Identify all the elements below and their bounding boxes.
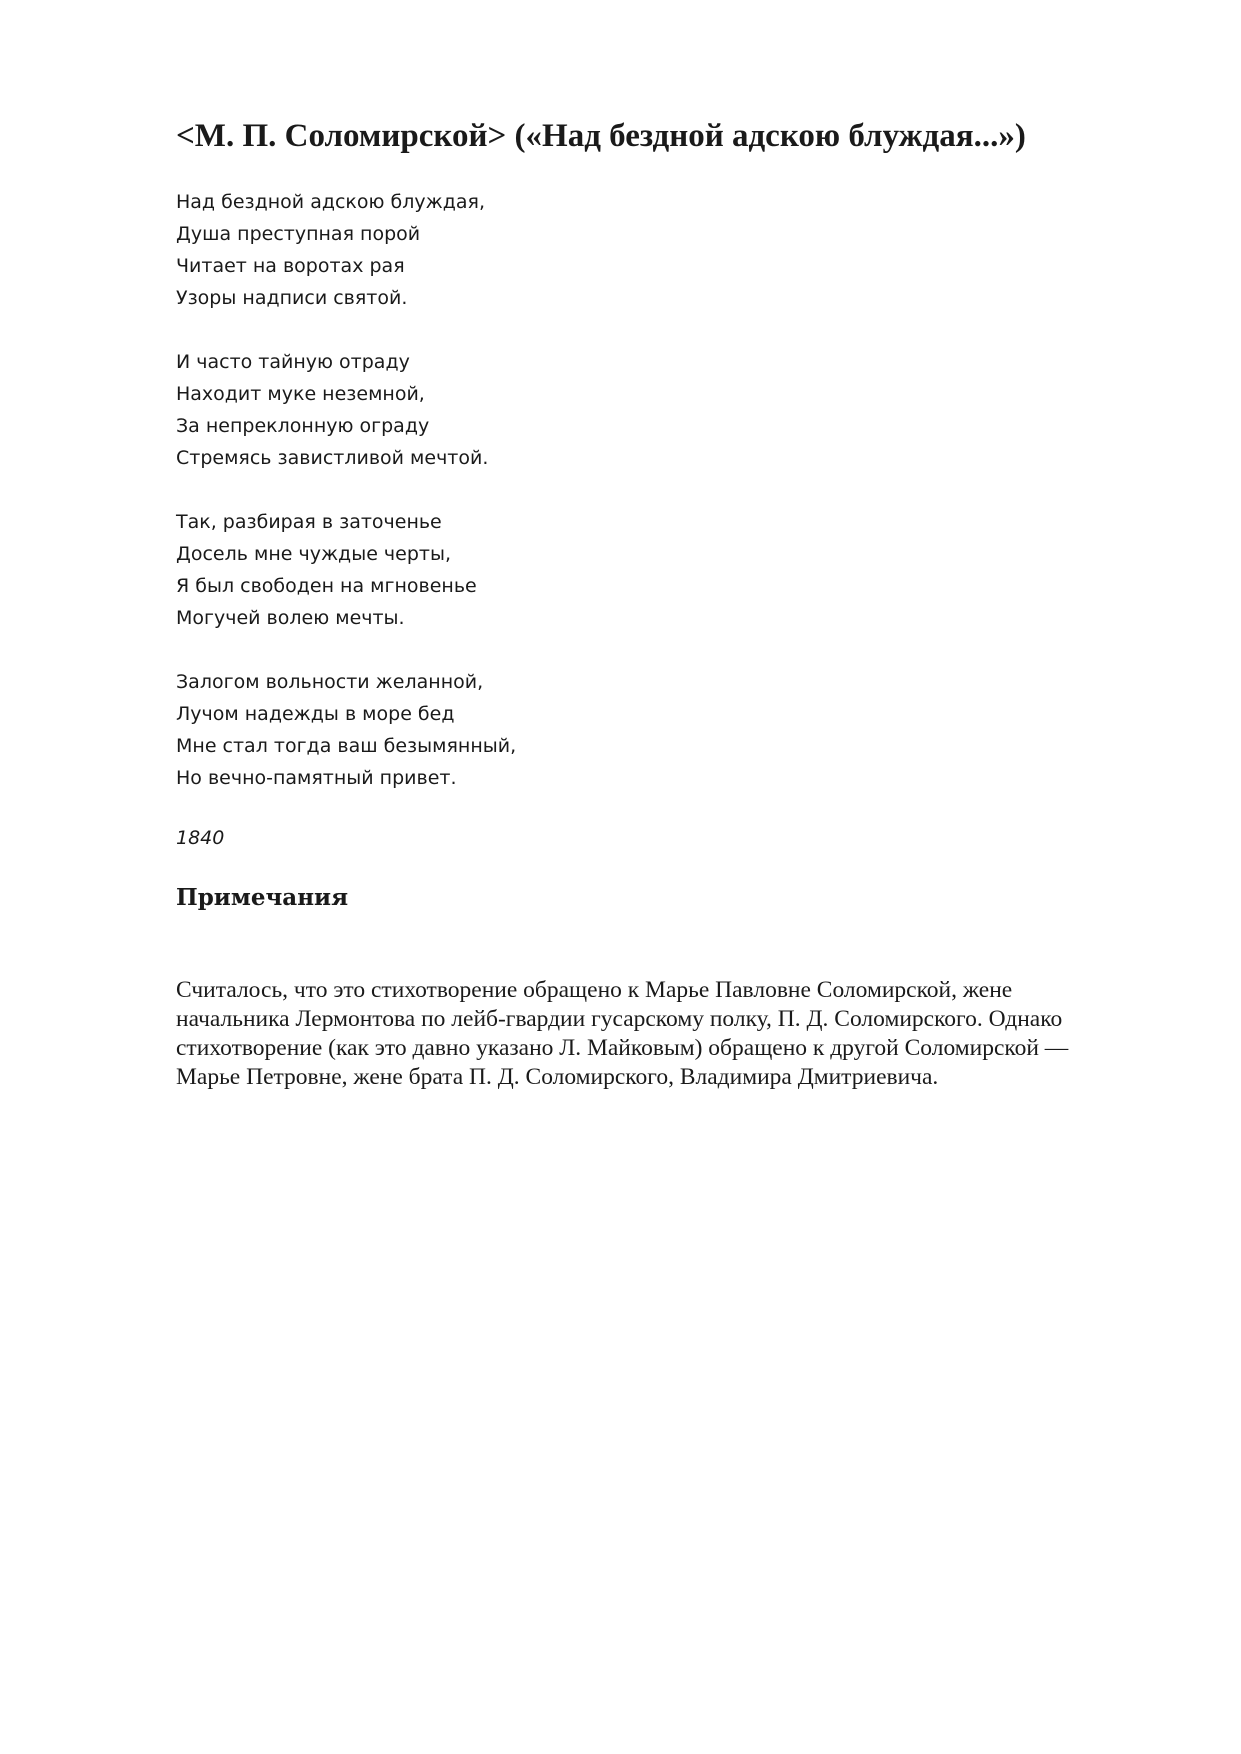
poem-line: Залогом вольности желанной,	[176, 671, 484, 693]
notes-paragraph	[176, 976, 1136, 1092]
poem-line: Узоры надписи святой.	[176, 287, 408, 309]
poem-line: Могучей волею мечты.	[176, 607, 405, 629]
notes-line: начальника Лермонтова по лейб-гвардии гусарскому полку, П. Д. Соломирского. Однако	[176, 1006, 1063, 1032]
stanza	[176, 186, 876, 314]
poem-line: За непреклонную ограду	[176, 415, 430, 437]
poem-line: И часто тайную отраду	[176, 351, 410, 373]
poem-line: Душа преступная порой	[176, 223, 421, 245]
poem-line: Над бездной адскою блуждая,	[176, 191, 486, 213]
stanza	[176, 666, 876, 794]
notes-line: стихотворение (как это давно указано Л. Майковым) обращено к другой Соломирской —	[176, 1035, 1069, 1061]
stanza	[176, 346, 876, 474]
page-title: <М. П. Соломирской> («Над бездной адскою блуждая...»)	[176, 118, 1026, 154]
poem-line: Мне стал тогда ваш безымянный,	[176, 735, 517, 757]
poem	[176, 186, 876, 826]
poem-line: Лучом надежды в море бед	[176, 703, 455, 725]
notes-line: Марье Петровне, жене брата П. Д. Соломирского, Владимира Дмитриевича.	[176, 1064, 939, 1090]
notes-line: Считалось, что это стихотворение обращено к Марье Павловне Соломирской, жене	[176, 977, 1013, 1003]
stanza	[176, 506, 876, 634]
poem-year: 1840	[176, 827, 225, 849]
poem-line: Но вечно-памятный привет.	[176, 767, 457, 789]
poem-line: Досель мне чуждые черты,	[176, 543, 452, 565]
poem-line: Стремясь завистливой мечтой.	[176, 447, 489, 469]
poem-line: Я был свободен на мгновенье	[176, 575, 477, 597]
poem-line: Читает на воротах рая	[176, 255, 405, 277]
poem-line: Так, разбирая в заточенье	[176, 511, 442, 533]
notes-heading: Примечания	[176, 884, 349, 911]
poem-line: Находит муке неземной,	[176, 383, 425, 405]
